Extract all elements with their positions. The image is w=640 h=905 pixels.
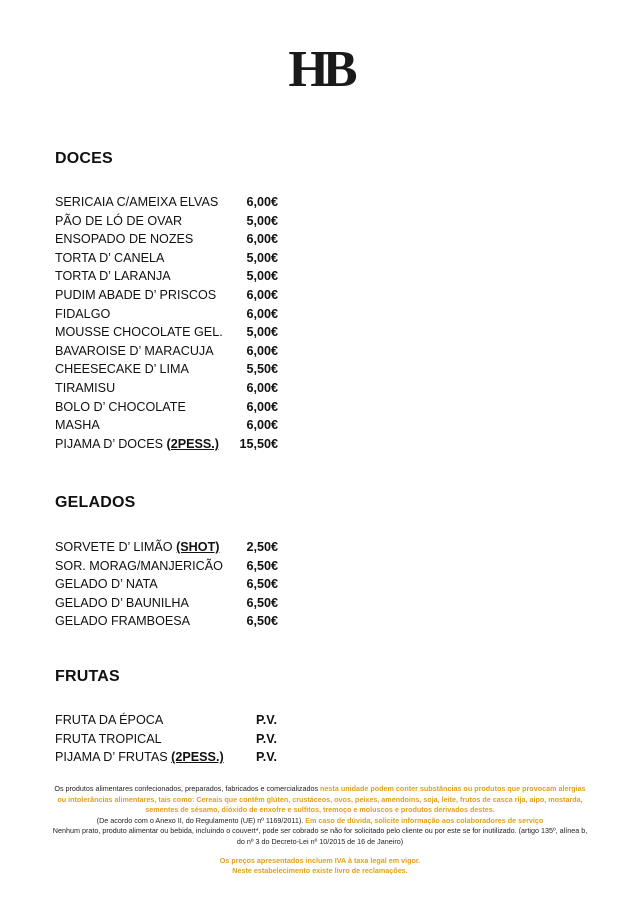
menu-item	[55, 594, 315, 613]
item-price: 5,50€	[246, 362, 278, 377]
item-name-text: CHEESECAKE D’ LIMA	[55, 362, 189, 377]
item-name-text: PIJAMA D’ DOCES	[55, 436, 167, 451]
regulation-text: (De acordo com o Anexo II, do Regulamento (UE) nº 1169/2011).	[96, 815, 306, 825]
item-name	[55, 212, 182, 231]
item-name	[55, 612, 190, 631]
item-name-text: SORVETE D’ LIMÃO	[55, 540, 177, 554]
couvert-notice: Nenhum prato, produto alimentar ou bebida, incluindo o couvert*, pode ser cobrado se não for solicitado pelo cliente ou por este se for inutilizado. (artigo 135º, alínea b, do nº 3 do Decreto-Lei nº 10/2015 de 16 de Janeiro)	[52, 826, 588, 846]
regulation-notice	[50, 816, 590, 827]
section-gelados	[55, 494, 315, 631]
allergen-highlight: nesta unidade podem conter substâncias ou produtos que provocam alergias ou intolerâncias alimentares, tais como: Cereais que contêm glúten, crustáceos, ovos, peixes, amendoins, soja, leite, frutos de casca rija, aipo, mostarda, sementes de sésamo, dióxido de enxofre e sulfitos, tremoço e moluscos e produtos derivados destes.	[57, 784, 586, 815]
item-name-text: PÃO DE LÓ DE OVAR	[55, 213, 183, 228]
item-name-text: GELADO FRAMBOESA	[55, 614, 191, 629]
menu-list	[55, 538, 315, 631]
section-title: GELADOS	[55, 494, 136, 511]
item-name-text: BOLO D’ CHOCOLATE	[55, 399, 186, 414]
item-name-text: TORTA D’ LARANJA	[55, 269, 171, 284]
menu-item	[55, 193, 315, 212]
item-price: 5,00€	[246, 213, 278, 228]
menu-item	[55, 230, 315, 249]
item-name-text: GELADO D’ BAUNILHA	[55, 595, 189, 610]
item-name	[55, 538, 219, 557]
item-name-text: SERICAIA C/AMEIXA ELVAS	[55, 195, 219, 209]
menu-item	[55, 342, 315, 361]
item-name	[55, 711, 163, 730]
item-price: P.V.	[255, 731, 277, 746]
menu-item	[55, 267, 315, 286]
item-price: P.V.	[255, 713, 277, 727]
item-price: 6,00€	[246, 232, 278, 247]
item-portion-note: (2PESS.)	[171, 750, 224, 765]
allergen-notice	[50, 784, 590, 816]
section-title: FRUTAS	[55, 668, 120, 685]
item-price: 15,50€	[239, 436, 278, 451]
item-name-text: FRUTA DA ÉPOCA	[55, 713, 164, 727]
item-name-text: ENSOPADO DE NOZES	[55, 232, 194, 247]
menu-item	[55, 730, 315, 749]
item-name	[55, 360, 189, 379]
item-name	[55, 379, 115, 398]
menu-item	[55, 212, 315, 231]
item-name	[55, 398, 186, 417]
item-name-text: TORTA D’ CANELA	[55, 250, 165, 265]
menu-item	[55, 435, 315, 454]
item-name-text: BAVAROISE D’ MARACUJA	[55, 343, 214, 358]
menu-item	[55, 612, 315, 631]
item-name	[55, 193, 218, 212]
item-price: 6,00€	[246, 195, 278, 209]
item-name	[55, 435, 219, 454]
menu-item	[55, 748, 315, 767]
item-name-text: MASHA	[55, 418, 100, 433]
item-name	[55, 249, 164, 268]
item-price: P.V.	[255, 750, 277, 765]
item-portion-note: (2PESS.)	[166, 436, 219, 451]
item-price: 2,50€	[246, 540, 278, 554]
menu-item	[55, 398, 315, 417]
menu-item	[55, 323, 315, 342]
item-name-text: TIRAMISU	[55, 380, 116, 395]
item-name	[55, 730, 162, 749]
menu-list	[55, 711, 315, 767]
item-name	[55, 748, 224, 767]
item-price: 6,00€	[246, 380, 278, 395]
item-price: 6,50€	[246, 577, 278, 592]
item-price: 6,00€	[246, 306, 278, 321]
menu-item	[55, 575, 315, 594]
item-name-text: FIDALGO	[55, 306, 111, 321]
item-price: 6,00€	[246, 399, 278, 414]
item-portion-note: (SHOT)	[176, 540, 220, 554]
item-price: 5,00€	[246, 325, 278, 340]
legal-footer	[50, 784, 590, 877]
menu-item	[55, 557, 315, 576]
item-price: 6,00€	[246, 418, 278, 433]
item-name	[55, 575, 158, 594]
item-name-text: GELADO D’ NATA	[55, 577, 158, 592]
menu-item	[55, 379, 315, 398]
item-name	[55, 416, 100, 435]
item-name	[55, 557, 223, 576]
allergen-intro: Os produtos alimentares confecionados, preparados, fabricados e comercializados	[54, 784, 321, 793]
menu-item	[55, 286, 315, 305]
item-price: 6,00€	[246, 343, 278, 358]
item-name-text: PIJAMA D’ FRUTAS	[55, 750, 172, 765]
item-name	[55, 594, 189, 613]
item-price: 6,50€	[246, 558, 278, 573]
item-name	[55, 323, 223, 342]
item-name	[55, 342, 214, 361]
item-name-text: PUDIM ABADE D’ PRISCOS	[55, 287, 217, 302]
item-price: 5,00€	[246, 250, 278, 265]
item-price: 5,00€	[246, 269, 278, 284]
complaints-notice: Neste estabelecimento existe livro de reclamações.	[232, 866, 408, 876]
item-name-text: MOUSSE CHOCOLATE GEL.	[55, 325, 223, 340]
item-name	[55, 286, 216, 305]
menu-item	[55, 249, 315, 268]
brand-logo: HB	[288, 41, 352, 98]
section-title: DOCES	[55, 150, 113, 167]
item-name	[55, 267, 171, 286]
item-price: 6,50€	[246, 595, 278, 610]
menu-list	[55, 193, 315, 453]
menu-item	[55, 360, 315, 379]
menu-item	[55, 711, 315, 730]
item-name-text: FRUTA TROPICAL	[55, 731, 162, 746]
item-price: 6,50€	[246, 614, 278, 629]
item-name	[55, 305, 110, 324]
item-price: 6,00€	[246, 287, 278, 302]
item-name	[55, 230, 193, 249]
section-frutas	[55, 668, 315, 767]
section-doces	[55, 150, 315, 453]
menu-item	[55, 538, 315, 557]
doubt-text: Em caso de dúvida, solicite informação aos colaboradores de serviço	[305, 815, 544, 825]
menu-item	[55, 416, 315, 435]
menu-item	[55, 305, 315, 324]
iva-notice: Os preços apresentados incluem IVA à taxa legal em vigor.	[219, 855, 421, 865]
item-name-text: SOR. MORAG/MANJERICÃO	[55, 558, 223, 573]
